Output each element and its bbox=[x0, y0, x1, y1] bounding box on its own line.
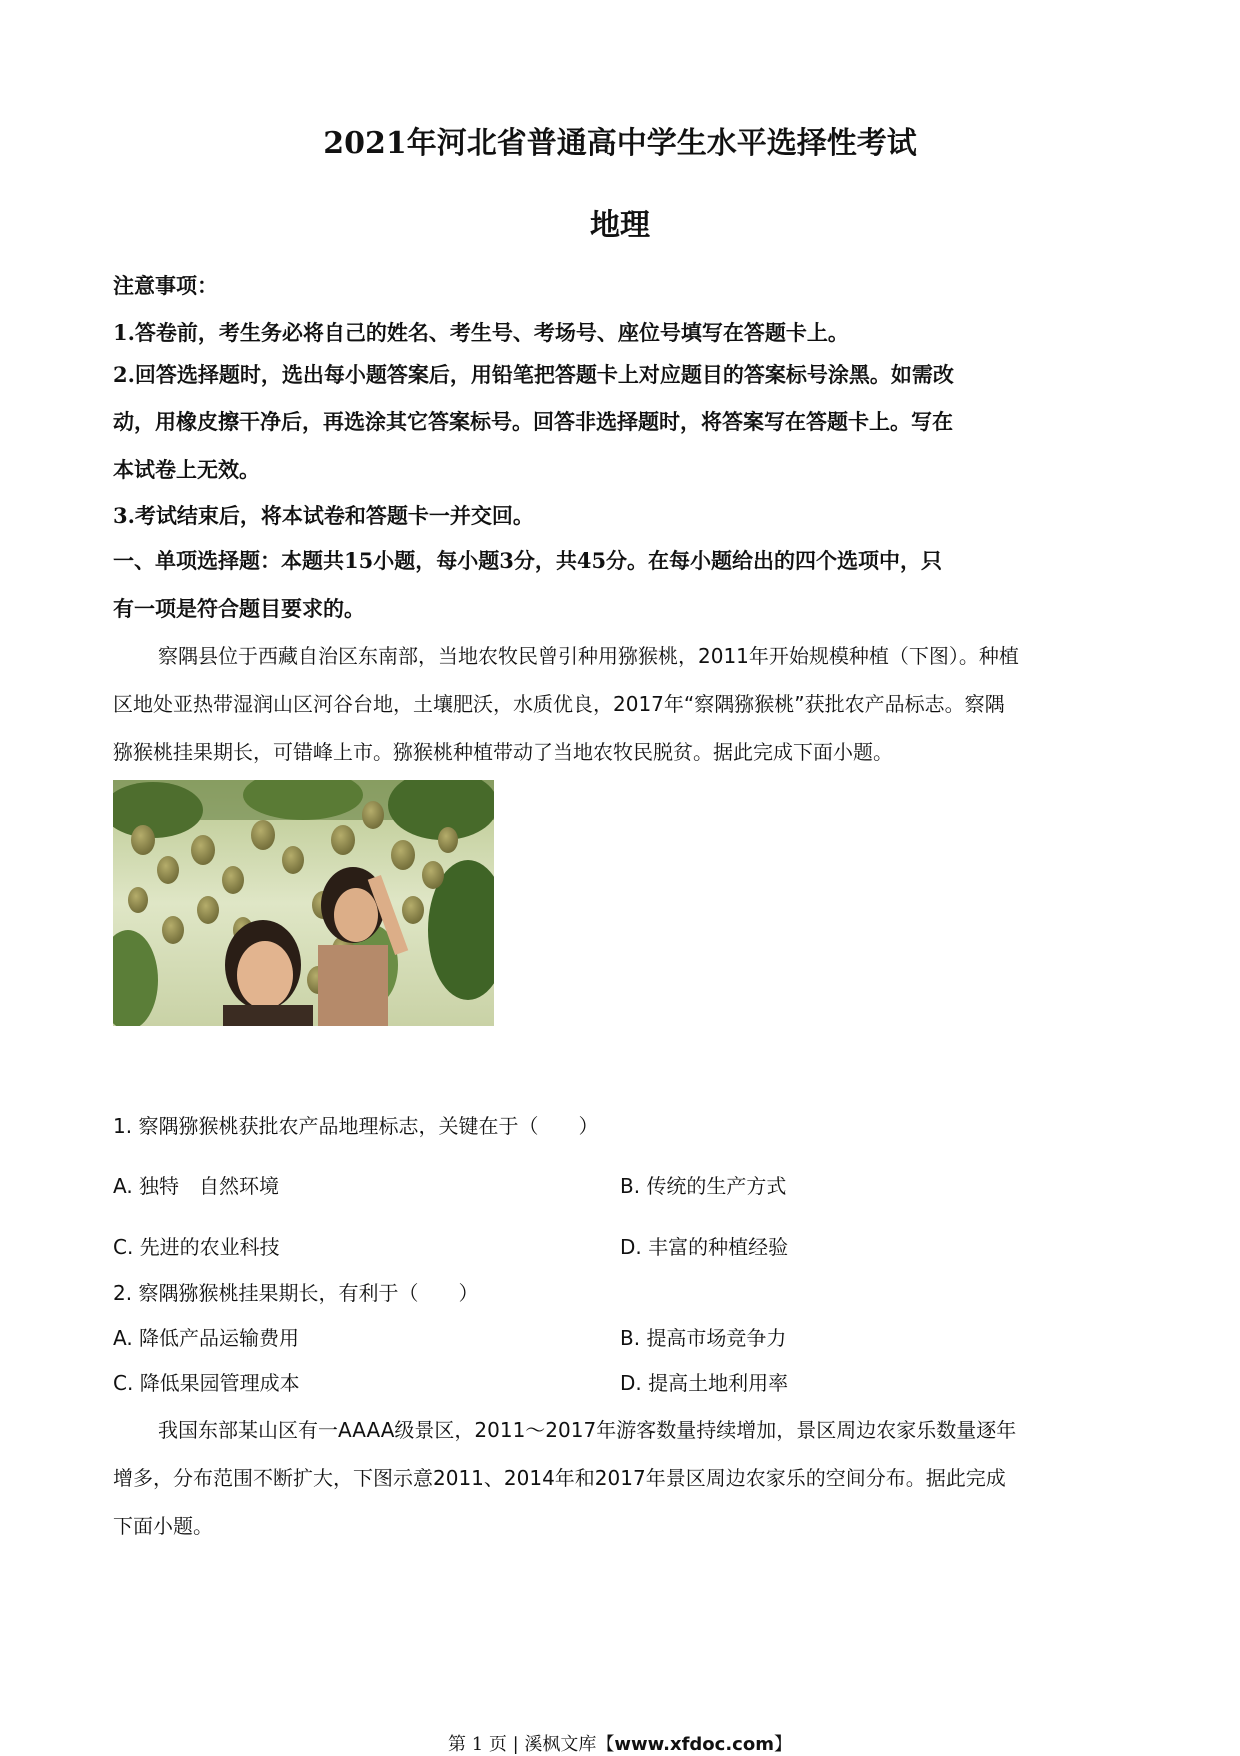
note-item-1: 1.答卷前，考生务必将自己的姓名、考生号、考场号、座位号填写在答题卡上。 bbox=[113, 320, 849, 345]
subject-title: 地理 bbox=[590, 208, 650, 243]
note-item-3: 3.考试结束后，将本试卷和答题卡一并交回。 bbox=[113, 503, 534, 528]
question-2-option-d: D. 提高土地利用率 bbox=[620, 1371, 789, 1395]
question-1-stem: 察隅猕猴桃获批农产品地理标志，关键在于（ ） bbox=[138, 1114, 599, 1138]
page-footer bbox=[0, 1730, 1240, 1756]
kiwifruit-photo bbox=[113, 780, 494, 1026]
question-2-option-c: C. 降低果园管理成本 bbox=[113, 1371, 300, 1395]
kiwifruit-photo-illustration bbox=[113, 780, 494, 1026]
section-1-line-2: 有一项是符合题目要求的。 bbox=[113, 596, 365, 621]
question-1 bbox=[113, 1110, 598, 1139]
passage-2-line-3: 下面小题。 bbox=[113, 1514, 213, 1538]
question-1-option-c: C. 先进的农业科技 bbox=[113, 1235, 280, 1259]
note-item-2-line-1: 2.回答选择题时，选出每小题答案后，用铅笔把答题卡上对应题目的答案标号涂黑。如需改 bbox=[113, 362, 954, 387]
notes-heading: 注意事项： bbox=[113, 273, 218, 298]
footer-page-label: 第 1 页 | 溪枫文库【 bbox=[448, 1734, 615, 1755]
note-item-2-line-3: 本试卷上无效。 bbox=[113, 457, 260, 482]
question-1-option-b: B. 传统的生产方式 bbox=[620, 1174, 787, 1198]
passage-1-line-3: 猕猴桃挂果期长，可错峰上市。猕猴桃种植带动了当地农牧民脱贫。据此完成下面小题。 bbox=[113, 740, 893, 764]
question-2 bbox=[113, 1277, 478, 1306]
section-1-line-1: 一、单项选择题：本题共15小题，每小题3分，共45分。在每小题给出的四个选项中，只 bbox=[113, 548, 943, 573]
footer-close-bracket: 】 bbox=[773, 1734, 792, 1755]
question-1-option-d: D. 丰富的种植经验 bbox=[620, 1235, 789, 1259]
passage-1-line-2: 区地处亚热带湿润山区河谷台地，土壤肥沃，水质优良，2017年“察隅猕猴桃”获批农产品标志。察隅 bbox=[113, 692, 1005, 716]
exam-title: 2021年河北省普通高中学生水平选择性考试 bbox=[323, 126, 917, 161]
footer-site-link[interactable]: www.xfdoc.com bbox=[614, 1734, 774, 1755]
passage-2-line-1: 我国东部某山区有一AAAA级景区，2011～2017年游客数量持续增加，景区周边农家乐数量逐年 bbox=[158, 1418, 1017, 1442]
question-2-stem: 察隅猕猴桃挂果期长，有利于（ ） bbox=[138, 1281, 479, 1305]
passage-1-line-1: 察隅县位于西藏自治区东南部，当地农牧民曾引种用猕猴桃，2011年开始规模种植（下图）。种植 bbox=[158, 644, 1019, 668]
passage-2-line-2: 增多，分布范围不断扩大，下图示意2011、2014年和2017年景区周边农家乐的空间分布。据此完成 bbox=[113, 1466, 1006, 1490]
question-1-option-a: A. 独特 自然环境 bbox=[113, 1174, 280, 1198]
question-1-number: 1. bbox=[113, 1114, 133, 1138]
note-item-2-line-2: 动，用橡皮擦干净后，再选涂其它答案标号。回答非选择题时，将答案写在答题卡上。写在 bbox=[113, 409, 953, 434]
question-2-option-a: A. 降低产品运输费用 bbox=[113, 1326, 300, 1350]
question-2-number: 2. bbox=[113, 1281, 133, 1305]
question-2-option-b: B. 提高市场竞争力 bbox=[620, 1326, 787, 1350]
